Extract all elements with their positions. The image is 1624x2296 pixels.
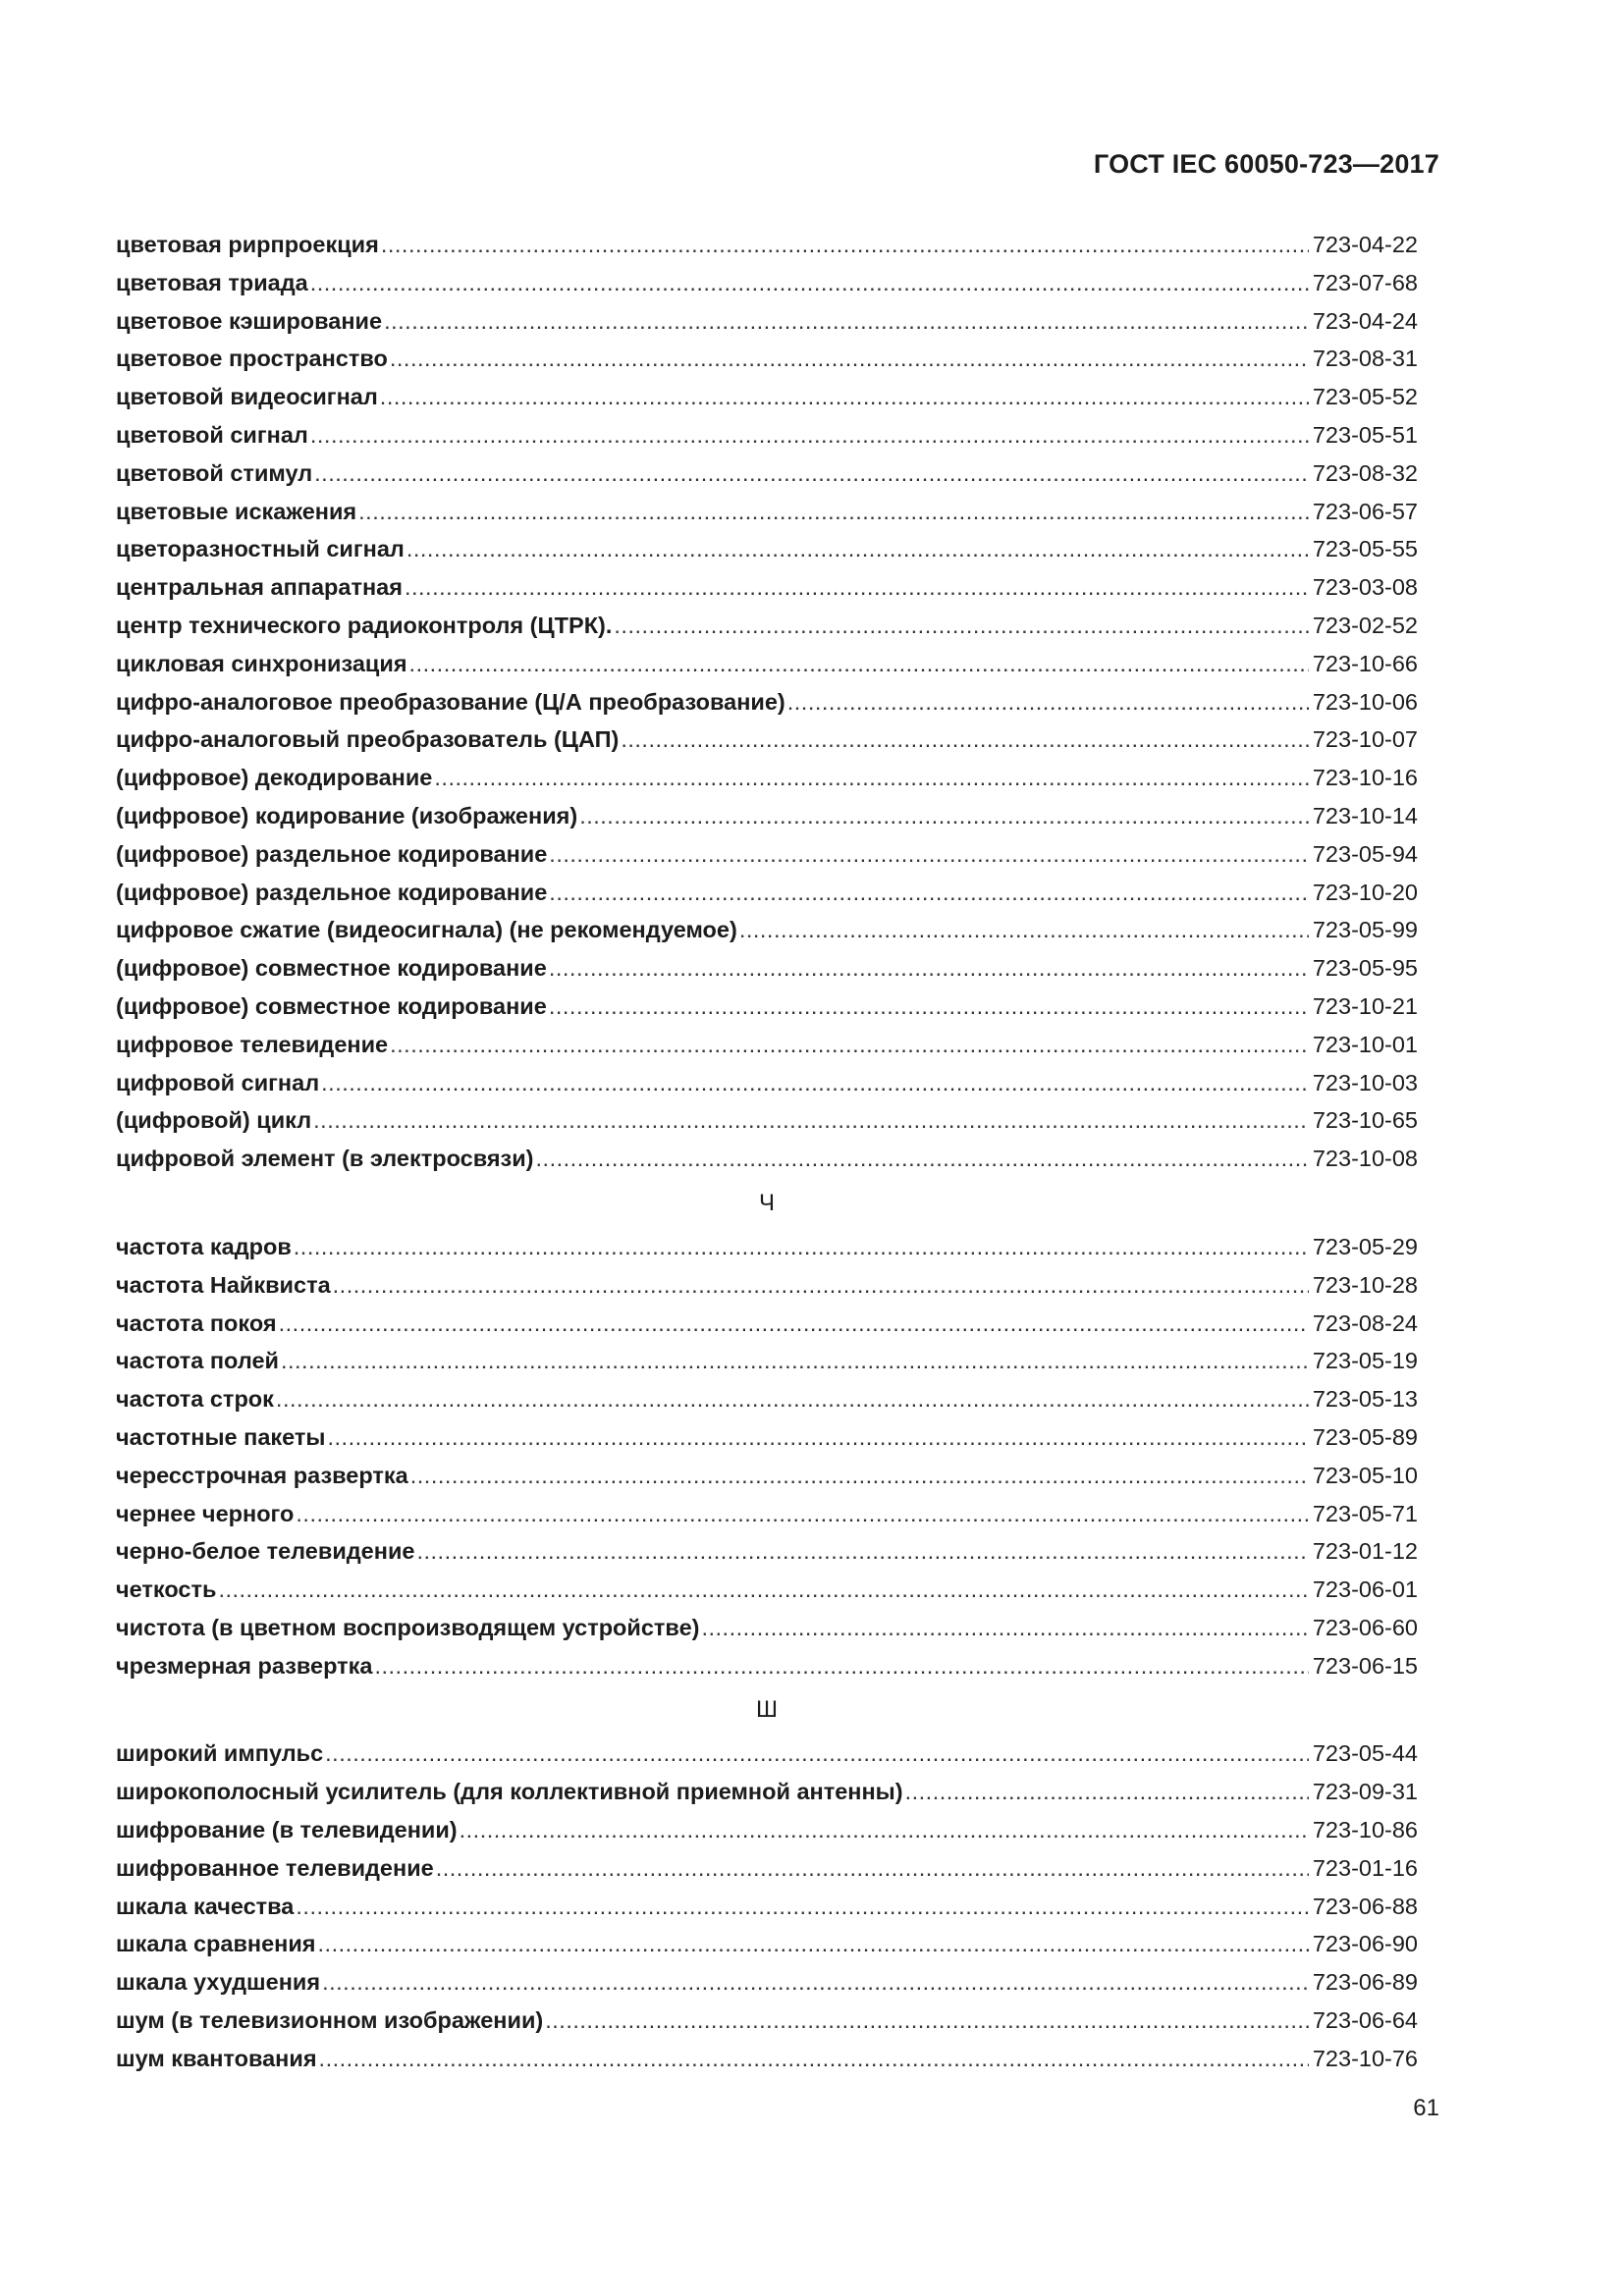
index-entry [116, 874, 1418, 912]
index-term: четкость [116, 1576, 217, 1603]
index-entry [116, 1418, 1418, 1457]
index-entry [116, 1773, 1418, 1811]
index-term: цифровое сжатие (видеосигнала) (не рекомендуемое) [116, 917, 737, 943]
page-number: 61 [1413, 2095, 1439, 2121]
index-reference-number: 723-05-71 [1312, 1500, 1418, 1526]
index-entry [116, 1849, 1418, 1888]
index-entry [116, 1026, 1418, 1064]
index-reference-number: 723-05-99 [1312, 917, 1418, 943]
index-reference-number: 723-10-07 [1312, 726, 1418, 753]
dot-leader [276, 1380, 1309, 1418]
index-term: частота строк [116, 1386, 274, 1413]
index-entry [116, 2040, 1418, 2078]
index-entry [116, 607, 1418, 645]
index-reference-number: 723-04-22 [1312, 232, 1418, 257]
index-reference-number: 723-08-32 [1312, 459, 1418, 486]
dot-leader [319, 2040, 1309, 2078]
dot-leader [318, 1925, 1309, 1963]
index-term: цветовое кэширование [116, 307, 383, 334]
index-reference-number: 723-10-08 [1312, 1146, 1418, 1172]
index-term: цикловая синхронизация [116, 650, 407, 676]
dot-leader [325, 1735, 1309, 1773]
index-entry [116, 911, 1418, 949]
index-entry [116, 2002, 1418, 2040]
index-entry [116, 1532, 1418, 1571]
dot-leader [460, 1811, 1309, 1849]
dot-leader [296, 1495, 1308, 1533]
index-reference-number: 723-05-94 [1312, 840, 1418, 867]
dot-leader [281, 1342, 1309, 1380]
index-term: центр технического радиоконтроля (ЦТРК). [116, 612, 613, 638]
index-reference-number: 723-06-90 [1312, 1931, 1418, 1957]
index-entry [116, 568, 1418, 607]
index-entry [116, 454, 1418, 493]
index-term: чернее черного [116, 1500, 295, 1526]
dot-leader [390, 340, 1309, 378]
index-term: частота полей [116, 1348, 279, 1374]
index-term: чистота (в цветном воспроизводящем устройстве) [116, 1614, 700, 1640]
dot-leader [416, 1532, 1308, 1571]
index-entry [116, 1101, 1418, 1140]
index-term: цифровое телевидение [116, 1031, 389, 1057]
index-reference-number: 723-06-57 [1312, 498, 1418, 524]
dot-leader [322, 1963, 1309, 2002]
index-reference-number: 723-06-89 [1312, 1969, 1418, 1996]
index-entry [116, 340, 1418, 378]
index-term: центральная аппаратная [116, 574, 403, 601]
index-reference-number: 723-10-16 [1312, 765, 1418, 791]
index-reference-number: 723-05-10 [1312, 1462, 1418, 1488]
index-reference-number: 723-06-01 [1312, 1576, 1418, 1603]
index-reference-number: 723-05-95 [1312, 955, 1418, 982]
dot-leader [436, 1849, 1309, 1888]
dot-leader [321, 1064, 1309, 1102]
index-entry [116, 493, 1418, 531]
index-reference-number: 723-03-08 [1312, 574, 1418, 601]
index-term: черно-белое телевидение [116, 1538, 415, 1565]
index-reference-number: 723-06-64 [1312, 2007, 1418, 2034]
index-entry [116, 1609, 1418, 1647]
dot-leader [310, 416, 1309, 454]
dot-leader [701, 1609, 1308, 1647]
index-entry [116, 683, 1418, 721]
index-term: цветоразностный сигнал [116, 536, 405, 562]
index-term: цветовой видеосигнал [116, 384, 378, 410]
dot-leader [549, 988, 1309, 1026]
index-term: (цифровое) декодирование [116, 765, 433, 791]
dot-leader [787, 683, 1309, 721]
index-entry [116, 302, 1418, 341]
dot-leader [384, 302, 1309, 341]
index-reference-number: 723-10-66 [1312, 650, 1418, 676]
index-entry [116, 721, 1418, 759]
index-entry [116, 1888, 1418, 1926]
index-reference-number: 723-05-19 [1312, 1348, 1418, 1374]
index-reference-number: 723-05-29 [1312, 1233, 1418, 1259]
index-reference-number: 723-04-24 [1312, 307, 1418, 334]
dot-leader [328, 1418, 1309, 1457]
document-header: ГОСТ IEC 60050-723—2017 [1093, 149, 1439, 179]
index-term: шум (в телевизионном изображении) [116, 2007, 544, 2034]
index-entry [116, 264, 1418, 302]
index-term: шкала качества [116, 1893, 295, 1919]
dot-leader [621, 721, 1309, 759]
index-reference-number: 723-10-20 [1312, 879, 1418, 905]
index-reference-number: 723-10-28 [1312, 1271, 1418, 1298]
index-entry [116, 1342, 1418, 1380]
dot-leader [405, 568, 1309, 607]
index-term: шифрованное телевидение [116, 1854, 434, 1881]
index-entry [116, 1811, 1418, 1849]
dot-leader [333, 1266, 1309, 1305]
index-entry [116, 1380, 1418, 1418]
index-term: (цифровое) совместное кодирование [116, 955, 547, 982]
index-term: широкополосный усилитель (для коллективной приемной антенны) [116, 1779, 903, 1805]
dot-leader [739, 911, 1309, 949]
index-section [116, 1684, 1418, 2077]
index-entry [116, 1305, 1418, 1343]
dot-leader [579, 797, 1309, 835]
index-entry [116, 1925, 1418, 1963]
dot-leader [296, 1888, 1308, 1926]
index-term: шкала сравнения [116, 1931, 316, 1957]
index-term: цифро-аналоговое преобразование (Ц/А преобразование) [116, 688, 785, 715]
index-term: (цифровое) раздельное кодирование [116, 879, 548, 905]
index-reference-number: 723-10-65 [1312, 1107, 1418, 1134]
index-term: цветовые искажения [116, 498, 357, 524]
index-reference-number: 723-06-60 [1312, 1614, 1418, 1640]
index-reference-number: 723-09-31 [1312, 1779, 1418, 1805]
index-reference-number: 723-07-68 [1312, 269, 1418, 295]
index-reference-number: 723-05-13 [1312, 1386, 1418, 1413]
index-term: (цифровое) кодирование (изображения) [116, 802, 578, 828]
index-section [116, 1178, 1418, 1685]
index-entry [116, 988, 1418, 1026]
index-term: частотные пакеты [116, 1423, 326, 1450]
index-term: шифрование (в телевидении) [116, 1817, 458, 1843]
index-term: чрезмерная развертка [116, 1652, 373, 1679]
index-term: (цифровой) цикл [116, 1107, 312, 1134]
index-reference-number: 723-10-14 [1312, 802, 1418, 828]
index-term: цветовая триада [116, 269, 308, 295]
index-reference-number: 723-05-55 [1312, 536, 1418, 562]
index-term: цветовой стимул [116, 459, 313, 486]
index-entry [116, 835, 1418, 874]
dot-leader [545, 2002, 1309, 2040]
index-reference-number: 723-01-12 [1312, 1538, 1418, 1565]
dot-leader [434, 759, 1308, 797]
index-entry [116, 1457, 1418, 1495]
index-reference-number: 723-02-52 [1312, 612, 1418, 638]
index-reference-number: 723-05-89 [1312, 1423, 1418, 1450]
index-term: цифровой сигнал [116, 1069, 320, 1095]
index-reference-number: 723-05-51 [1312, 421, 1418, 448]
index-term: цветовая рирпроекция [116, 232, 379, 257]
index-reference-number: 723-10-86 [1312, 1817, 1418, 1843]
index-term: широкий импульс [116, 1740, 324, 1767]
dot-leader [549, 949, 1309, 988]
index-reference-number: 723-10-06 [1312, 688, 1418, 715]
dot-leader [294, 1228, 1309, 1266]
index-term: частота кадров [116, 1233, 292, 1259]
index-entry [116, 1266, 1418, 1305]
dot-leader [218, 1571, 1308, 1609]
dot-leader [549, 835, 1309, 874]
index-entry [116, 1228, 1418, 1266]
dot-leader [314, 454, 1309, 493]
dot-leader [406, 530, 1309, 568]
index-reference-number: 723-10-21 [1312, 992, 1418, 1019]
dot-leader [380, 378, 1309, 416]
index-reference-number: 723-01-16 [1312, 1854, 1418, 1881]
index-reference-number: 723-08-24 [1312, 1309, 1418, 1336]
index-entry [116, 1963, 1418, 2002]
index-entry [116, 378, 1418, 416]
index-entry [116, 759, 1418, 797]
index-entry [116, 797, 1418, 835]
index-reference-number: 723-08-31 [1312, 346, 1418, 372]
index-term: чересстрочная развертка [116, 1462, 408, 1488]
dot-leader [614, 607, 1308, 645]
dot-leader [905, 1773, 1309, 1811]
dot-leader [374, 1647, 1308, 1685]
index-term: цифро-аналоговый преобразователь (ЦАП) [116, 726, 620, 753]
index-entry [116, 530, 1418, 568]
alphabetical-index [116, 226, 1418, 2078]
index-entry [116, 1495, 1418, 1533]
index-entry [116, 1647, 1418, 1685]
section-letter-heading: Ш [756, 1696, 778, 1724]
dot-leader [313, 1101, 1309, 1140]
index-term: цветовое пространство [116, 346, 388, 372]
index-term: (цифровое) раздельное кодирование [116, 840, 548, 867]
dot-leader [310, 264, 1309, 302]
index-section [116, 226, 1418, 1178]
section-letter-heading: Ч [759, 1189, 775, 1216]
index-term: шум квантования [116, 2045, 317, 2071]
index-term: (цифровое) совместное кодирование [116, 992, 547, 1019]
dot-leader [279, 1305, 1309, 1343]
dot-leader [536, 1140, 1309, 1178]
index-entry [116, 226, 1418, 264]
index-entry [116, 645, 1418, 683]
index-reference-number: 723-10-01 [1312, 1031, 1418, 1057]
index-reference-number: 723-05-44 [1312, 1740, 1418, 1767]
index-reference-number: 723-05-52 [1312, 384, 1418, 410]
index-term: частота Найквиста [116, 1271, 331, 1298]
index-entry [116, 1140, 1418, 1178]
dot-leader [409, 645, 1309, 683]
index-reference-number: 723-10-03 [1312, 1069, 1418, 1095]
index-reference-number: 723-10-76 [1312, 2045, 1418, 2071]
index-term: частота покоя [116, 1309, 277, 1336]
index-entry [116, 949, 1418, 988]
dot-leader [390, 1026, 1309, 1064]
index-entry [116, 1735, 1418, 1773]
dot-leader [549, 874, 1309, 912]
index-term: цифровой элемент (в электросвязи) [116, 1146, 534, 1172]
index-entry [116, 1571, 1418, 1609]
index-reference-number: 723-06-88 [1312, 1893, 1418, 1919]
index-term: шкала ухудшения [116, 1969, 321, 1996]
index-term: цветовой сигнал [116, 421, 308, 448]
index-reference-number: 723-06-15 [1312, 1652, 1418, 1679]
index-entry [116, 416, 1418, 454]
dot-leader [358, 493, 1309, 531]
dot-leader [381, 226, 1309, 264]
dot-leader [410, 1457, 1309, 1495]
index-entry [116, 1064, 1418, 1102]
